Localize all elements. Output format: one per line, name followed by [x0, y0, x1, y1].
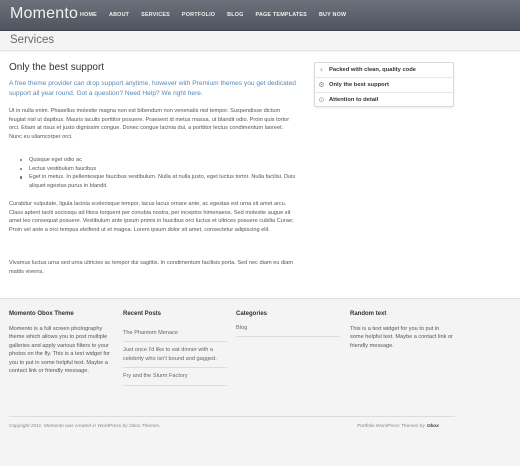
- recent-post-link[interactable]: Fry and the Slurm Factory: [123, 368, 227, 385]
- content-lead: A free theme provider can drop support anytime, however with Premium themes you get dedicated support all year round. Got a question? Need Help? We right here.: [9, 80, 296, 97]
- feature-tab-label: Attention to detail: [329, 97, 379, 103]
- widget-text: This is a text widget for you to put in some helpful text. Maybe a contact link or friendly message.: [350, 326, 453, 349]
- nav-item-portfolio[interactable]: PORTFOLIO: [181, 12, 216, 18]
- obox-logo[interactable]: Obox: [426, 424, 439, 429]
- widget-title: Random text: [350, 311, 387, 317]
- feature-tab-label: Packed with clean, quality code: [329, 67, 416, 73]
- nav-item-services[interactable]: SERVICES: [141, 12, 170, 18]
- site-logo[interactable]: Momento: [10, 5, 79, 22]
- nav-item-page-templates[interactable]: PAGE TEMPLATES: [255, 12, 307, 18]
- credit-text: Portfolio WordPress Themes by: [357, 424, 425, 429]
- widget-text: Momento is a full screen photography theme which allows you to post multiple galleries and apply various filters to your photos on the fly. This is a text widget for you to put in some helpful text. Maybe a contact link or friendly message.: [9, 326, 110, 375]
- page-title-bar: [0, 31, 520, 51]
- footer-divider: [9, 416, 455, 417]
- lightbulb-icon: ♀: [318, 67, 325, 74]
- list-item: Eget in metus. In pellentesque faucibus vestibulum. Nulla at nulla justo, eget luctus tortor. Nulla facilisi. Duis aliquet egestas purus in blandit.: [24, 173, 296, 190]
- magnifier-icon: ⊙: [318, 97, 325, 104]
- list-item: Lectus vestibulum faucibus: [24, 165, 296, 174]
- bullet-list: [24, 156, 296, 190]
- paragraph: Vivamus luctus urna sed urna ultricies ac tempor dui sagittis. In condimentum facilisis porta. Sed nec diam eu diam mattis viverra.: [9, 260, 294, 275]
- list-item: Quisque eget odio ac: [24, 156, 296, 165]
- theme-credit: [357, 424, 439, 429]
- feature-tab-detail[interactable]: [315, 93, 453, 108]
- recent-post-link[interactable]: The Phantom Menace: [123, 325, 227, 342]
- footer-widget-about: [9, 311, 113, 375]
- top-navigation-bar: [0, 0, 520, 31]
- main-content: [0, 52, 520, 298]
- footer-widget-random-text: [350, 311, 454, 350]
- feature-tabs: [314, 62, 454, 107]
- feature-tab-support[interactable]: [315, 78, 453, 93]
- feature-tab-clean-code[interactable]: [315, 63, 453, 78]
- paragraph: Ut in nulla enim. Phasellus molestie magna non est bibendum non venenatis nisl tempor. Suspendisse dictum feugiat nisl ut dapibus. Mauris iaculis porttitor posuere. Praesent id metus massa, ut blandit odio. Proin quis tortor orci. Etiam at risus et justo dignissim congue. Donec congue lacinia dui, a porttitor lectus condimentum laoreet. Nunc eu ullamcorper orci.: [9, 108, 290, 140]
- copyright-text: Copyright 2011. Momento was created in WordPress by Obox Themes.: [9, 424, 161, 429]
- footer-widget-categories: [236, 311, 340, 337]
- content-heading: Only the best support: [9, 62, 105, 73]
- main-nav: [80, 12, 358, 18]
- gear-icon: ⚙: [318, 82, 325, 89]
- nav-item-blog[interactable]: BLOG: [227, 12, 244, 18]
- footer-widget-recent-posts: [123, 311, 227, 386]
- category-link[interactable]: Blog: [236, 325, 340, 337]
- nav-item-buy-now[interactable]: BUY NOW: [318, 12, 347, 18]
- widget-title: Recent Posts: [123, 311, 162, 317]
- feature-tab-label: Only the best support: [329, 82, 389, 88]
- nav-item-about[interactable]: ABOUT: [108, 12, 130, 18]
- widget-title: Momento Obox Theme: [9, 311, 74, 317]
- footer: [0, 298, 520, 466]
- page-title: Services: [10, 34, 55, 46]
- widget-title: Categories: [236, 311, 268, 317]
- recent-post-link[interactable]: Just once I'd like to eat dinner with a celebrity who isn't bound and gagged.: [123, 342, 227, 368]
- nav-item-home[interactable]: HOME: [80, 12, 97, 18]
- paragraph: Curabitur vulputate, ligula lacinia scelerisque tempor, lacus lacus ornare ante, ac egestas est urna sit amet arcu. Class aptent taciti sociosqu ad litora torquent per conubia nostra, per inceptos himenaeos. Sed molestie augue sit amet leo consequat posuere. Vestibulum ante ipsum primis in faucibus orci luctus et ultrices posuere cubilia Curae; Proin vel ante a orci tempus eleifend ut et magna. Lorem ipsum dolor sit amet, consectetur adipiscing elit.: [9, 201, 294, 233]
